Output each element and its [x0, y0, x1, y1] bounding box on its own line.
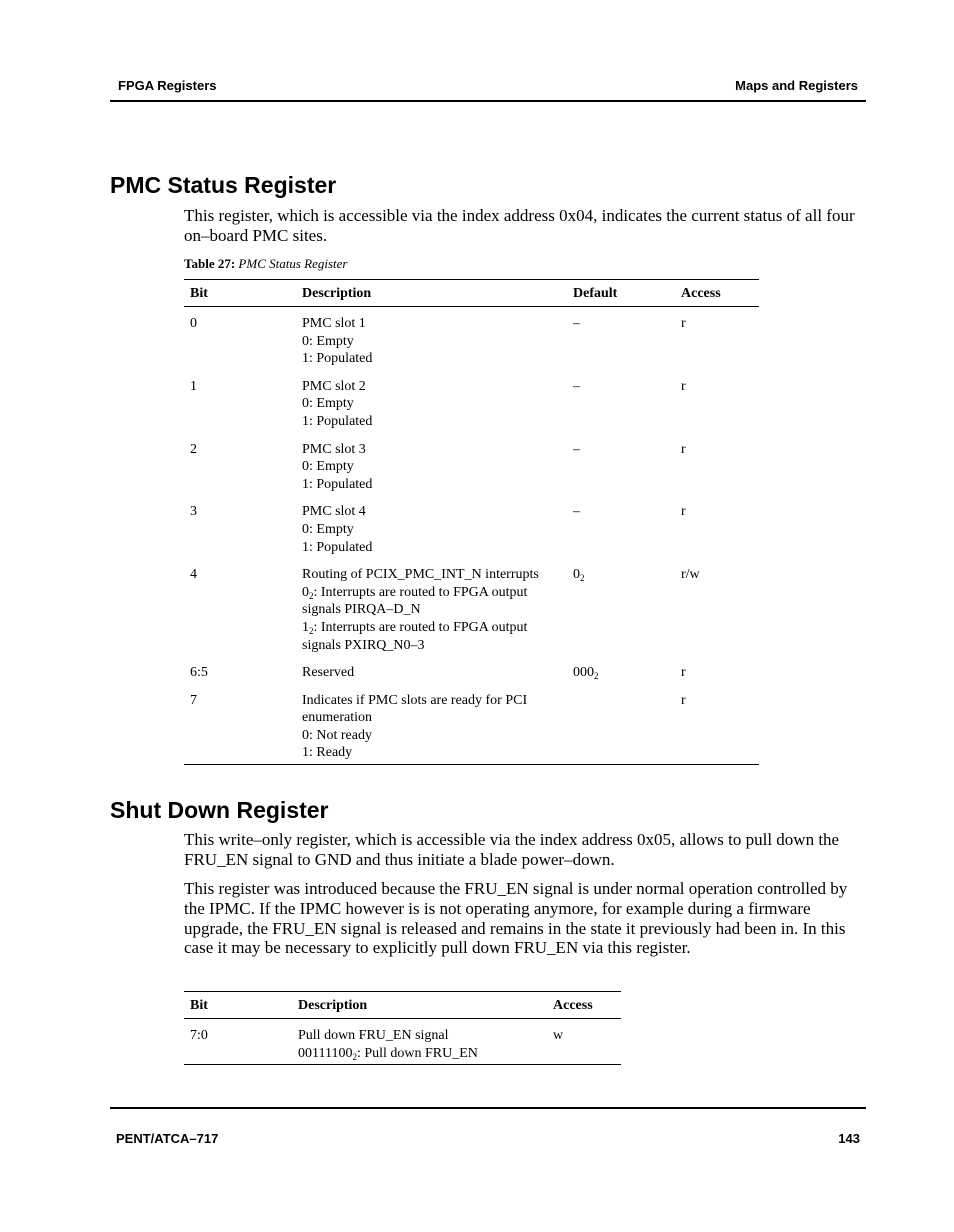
description-line: $00111100_2$: Pull down FRU_EN [298, 1045, 478, 1062]
table-row [184, 307, 759, 370]
description-line: PMC slot 4 [302, 504, 366, 520]
col-header-access: Access [675, 280, 759, 307]
cell-default [567, 684, 675, 765]
description-line: 1: Ready [302, 745, 353, 761]
cell-access: r [681, 378, 686, 394]
footer-product: PENT/ATCA–717 [116, 1131, 219, 1146]
description-line: $0_2$: Interrupts are routed to FPGA output signals PIRQA–D_N [302, 584, 528, 618]
cell-bit: 4 [190, 567, 197, 583]
description-line: $1_2$: Interrupts are routed to FPGA output signals PXIRQ_N0–3 [302, 619, 528, 653]
cell-access: r [681, 441, 686, 457]
page-header [110, 78, 866, 102]
cell-bit: 7 [184, 684, 296, 765]
description-line: Indicates if PMC slots are ready for PCI enumeration [302, 692, 528, 726]
cell-description [296, 656, 567, 684]
shut-down-table [184, 991, 621, 1065]
cell-default: – [573, 378, 580, 394]
cell-description [296, 558, 567, 656]
header-chapter: FPGA Registers [118, 78, 217, 93]
section-title-pmc-status: PMC Status Register [110, 172, 337, 198]
table-row [184, 558, 759, 656]
cell-access: r/w [681, 567, 700, 583]
table-header-row [184, 280, 759, 307]
description-line: PMC slot 1 [302, 316, 366, 331]
col-header-description: Description [292, 992, 547, 1019]
cell-bit: 0 [190, 316, 197, 331]
description-line: Reserved [302, 665, 355, 681]
cell-default: – [573, 504, 580, 520]
col-header-default: Default [567, 280, 675, 307]
description-line: PMC slot 2 [302, 378, 366, 394]
description-line: 1: Populated [302, 539, 373, 555]
pmc-status-table [184, 279, 759, 765]
cell-default: $000_2$ [573, 665, 599, 682]
cell-description [292, 1019, 547, 1065]
section-title-shut-down: Shut Down Register [110, 797, 329, 823]
cell-bit: 1 [190, 378, 197, 394]
cell-bit: 6:5 [190, 665, 208, 681]
description-line: PMC slot 3 [302, 441, 366, 457]
cell-access: w [547, 1019, 621, 1065]
cell-description [296, 495, 567, 558]
table-row [184, 656, 759, 684]
col-header-access: Access [547, 992, 621, 1019]
cell-default: – [573, 441, 580, 457]
description-line: 0: Empty [302, 396, 354, 412]
shut-down-paragraph-2: This register was introduced because the FRU_EN signal is under normal operation controlled by the IPMC. If the IPMC however is is not operating anymore, for example during a firmware upgrade, the FRU_EN signal is released and remains in the state it previously had been in. In this case it may be necessary to explicitly pull down FRU_EN via this register. [184, 879, 848, 958]
table-row [184, 495, 759, 558]
cell-bit: 2 [190, 441, 197, 457]
table-header-row [184, 992, 621, 1019]
cell-description [296, 433, 567, 496]
cell-access: r [681, 665, 686, 681]
cell-description [296, 370, 567, 433]
description-line: 0: Not ready [302, 727, 372, 743]
cell-access: r [681, 504, 686, 520]
page-number: 143 [838, 1131, 860, 1146]
cell-description [296, 307, 567, 370]
description-line: 1: Populated [302, 351, 373, 367]
cell-default: $0_2$ [573, 567, 585, 584]
table-row [184, 370, 759, 433]
description-line: 0: Empty [302, 333, 354, 349]
cell-bit: 3 [190, 504, 197, 520]
description-line: 1: Populated [302, 413, 373, 429]
pmc-status-paragraph: This register, which is accessible via the index address 0x04, indicates the current status of all four on–board PMC sites. [184, 206, 855, 245]
page-footer [110, 1107, 866, 1146]
table-caption [184, 256, 347, 272]
table-row [184, 433, 759, 496]
cell-bit: 7:0 [184, 1019, 292, 1065]
description-line: 0: Empty [302, 521, 354, 537]
col-header-description: Description [296, 280, 567, 307]
cell-default: – [573, 316, 580, 331]
col-header-bit: Bit [184, 280, 296, 307]
description-line: Pull down FRU_EN signal [298, 1028, 449, 1043]
cell-access: r [675, 684, 759, 765]
col-header-bit: Bit [184, 992, 292, 1019]
description-line: 1: Populated [302, 476, 373, 492]
description-line: Routing of PCIX_PMC_INT_N interrupts [302, 567, 539, 583]
description-line: 0: Empty [302, 459, 354, 475]
caption-text: PMC Status Register [238, 256, 348, 271]
cell-access: r [681, 316, 686, 331]
cell-description [296, 684, 567, 765]
table-row [184, 1019, 621, 1065]
shut-down-paragraph-1: This write–only register, which is accessible via the index address 0x05, allows to pull down the FRU_EN signal to GND and thus initiate a blade power–down. [184, 830, 840, 869]
header-section: Maps and Registers [735, 78, 858, 93]
caption-label: Table 27: [184, 256, 236, 271]
table-row [184, 684, 759, 765]
